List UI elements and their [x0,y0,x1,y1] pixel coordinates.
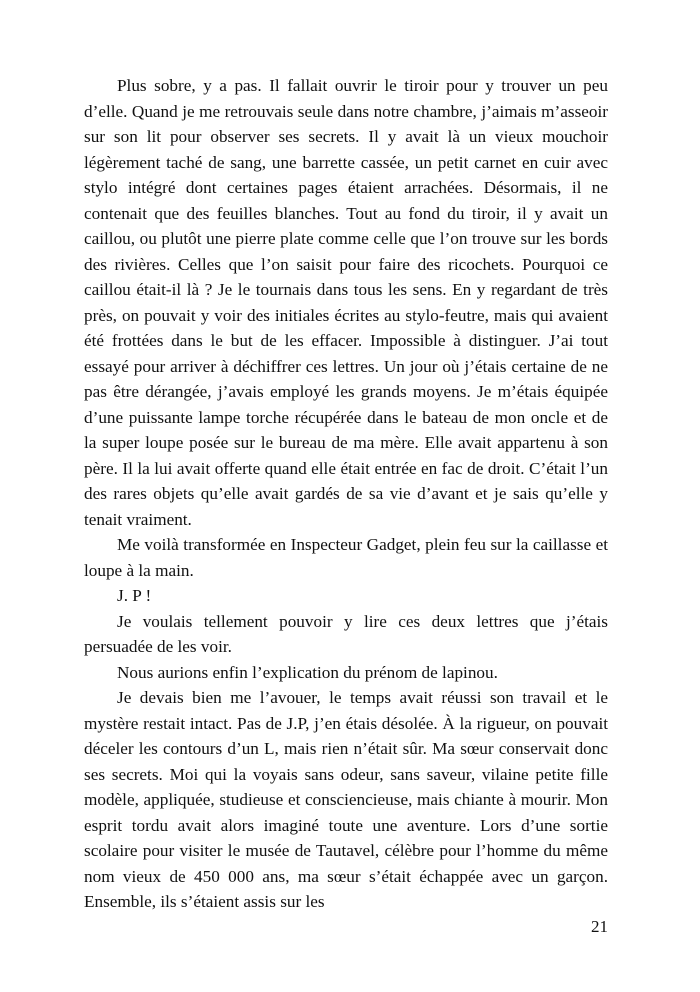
paragraph-jp: J. P ! [117,586,152,605]
paragraph-mystere: Je devais bien me l’avouer, le temps avait réussi son travail et le mystère restait intact. Pas de J.P, j’en étais désolée. À la rigueur, on pouvait déceler les contours d’un L, mais rien n’était sûr. Ma sœur conservait donc ses secrets. Moi qui la voyais sans odeur, sans saveur, vilaine petite fille modèle, appliquée, studieuse et consciencieuse, mais chiante à mourir. Mon esprit tordu avait alors imaginé toute une aventure. Lors d’une sortie scolaire pour visiter le musée de Tautavel, célèbre pour l’homme du même nom vieux de 450 000 ans, ma sœur s’était échappée avec un garçon. Ensemble, ils s’étaient assis sur les [84,688,608,911]
paragraph-lapinou: Nous aurions enfin l’explication du prénom de lapinou. [117,662,498,682]
paragraph-tiroir: Plus sobre, y a pas. Il fallait ouvrir le tiroir pour y trouver un peu d’elle. Quand je me retrouvais seule dans notre chambre, j’aimais m’asseoir sur son lit pour observer ses secrets. Il y avait là un vieux mouchoir légèrement taché de sang, une barrette cassée, un petit carnet en cuir avec stylo intégré dont certaines pages étaient arrachées. Désormais, il ne contenait que des feuilles blanches. Tout au fond du tiroir, il y avait un caillou, ou plutôt une pierre plate comme celle que l’on trouve sur les bords des rivières. Celles que l’on saisit pour faire des ricochets. Pourquoi ce caillou était-il là ? Je le tournais dans tous les sens. En y regardant de très près, on pouvait y voir des initiales écrites au stylo-feutre, mais qui avaient été frottées dans le but de les effacer. Impossible à distinguer. J’ai tout essayé pour arriver à déchiffrer ces lettres. Un jour où j’étais certaine de ne pas être dérangée, j’avais employé les grands moyens. Je m’étais équipée d’une puissante lampe torche récupérée dans le bateau de mon oncle et de la super loupe posée sur le bureau de ma mère. Elle avait appartenu à son père. Il la lui avait offerte quand elle était entrée en fac de droit. C’était l’un des rares objets qu’elle avait gardés de sa vie d’avant et je sais qu’elle y tenait vraiment. [84,76,608,529]
page-number: 21 [591,917,608,936]
paragraph-inspecteur-gadget: Me voilà transformée en Inspecteur Gadget, plein feu sur la caillasse et loupe à la main. [84,535,608,580]
paragraph-deux-lettres: Je voulais tellement pouvoir y lire ces deux lettres que j’étais persuadée de les voir. [84,611,608,656]
book-page-text [84,73,608,915]
